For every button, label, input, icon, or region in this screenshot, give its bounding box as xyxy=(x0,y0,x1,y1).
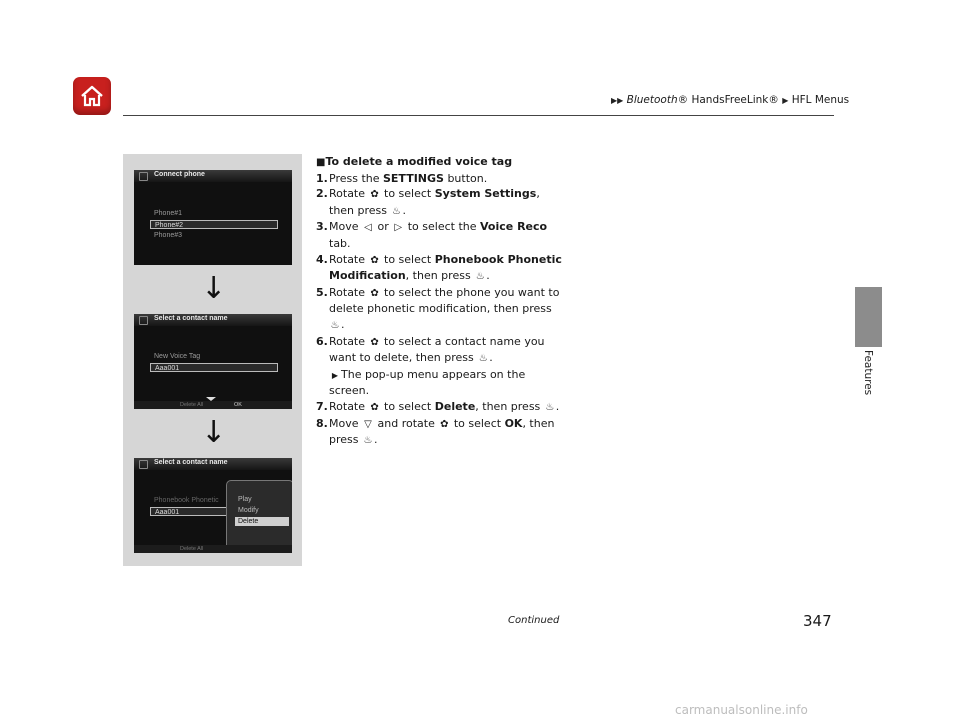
knob-press-icon: ♨ xyxy=(478,353,488,365)
page-number: 347 xyxy=(803,612,832,630)
figure-panel xyxy=(123,154,302,566)
footer-delete-all: Delete All xyxy=(180,402,204,408)
knob-down-icon: ▽ xyxy=(364,418,372,430)
selector-knob-icon: ✿ xyxy=(370,254,379,266)
step-6: 6. Rotate ✿ to select a contact name you want to delete, then press ♨ . xyxy=(316,334,566,367)
list-item: Phonebook Phonetic xyxy=(154,497,219,504)
breadcrumb-bluetooth[interactable]: Bluetooth xyxy=(626,94,678,106)
step-7: 7. Rotate ✿ to select Delete, then press ♨ . xyxy=(316,399,566,416)
section-tab[interactable] xyxy=(855,287,882,347)
step-8: 8. Move ▽ and rotate ✿ to select OK, then press ♨ . xyxy=(316,416,566,449)
list-item: Phone#3 xyxy=(154,232,183,239)
popup-item-modify: Modify xyxy=(238,507,259,514)
home-icon xyxy=(79,83,105,109)
breadcrumb-hfl-menus[interactable]: HFL Menus xyxy=(791,94,850,106)
watermark: carmanualsonline.info xyxy=(675,703,808,717)
list-item-selected: Aaa001 xyxy=(150,507,230,516)
back-icon xyxy=(139,316,148,325)
down-arrow-icon: ↓ xyxy=(201,271,227,306)
footer-ok: OK xyxy=(234,402,242,408)
selector-knob-icon: ✿ xyxy=(370,287,379,299)
screen-select-contact xyxy=(134,314,292,409)
list-item-selected: Phone#2 xyxy=(150,220,278,229)
breadcrumb-arrow-icon: ▶▶ xyxy=(611,96,624,105)
step-6-note: ▶ The pop-up menu appears on the screen. xyxy=(329,367,526,398)
popup-menu xyxy=(226,480,292,550)
popup-item-play: Play xyxy=(238,496,252,503)
knob-press-icon: ♨ xyxy=(330,319,340,331)
step-2: 2. Rotate ✿ to select System Settings, then press ♨ . xyxy=(316,186,566,219)
popup-item-delete: Delete xyxy=(235,517,289,526)
home-button[interactable] xyxy=(73,77,111,115)
step-5: 5. Rotate ✿ to select the phone you want to delete phonetic modification, then press ♨ . xyxy=(316,285,566,334)
back-icon xyxy=(139,460,148,469)
step-1: 1. Press the SETTINGS button. xyxy=(316,171,488,185)
section-tab-label: Features xyxy=(862,350,874,396)
screen-title: Connect phone xyxy=(154,171,205,178)
screen-popup-menu xyxy=(134,458,292,553)
list-item-selected: Aaa001 xyxy=(150,363,278,372)
down-arrow-icon: ↓ xyxy=(201,415,227,450)
knob-press-icon: ♨ xyxy=(475,271,485,283)
continued-label: Continued xyxy=(508,615,560,626)
knob-press-icon: ♨ xyxy=(392,205,401,217)
list-item: Phone#1 xyxy=(154,210,183,217)
back-icon xyxy=(139,172,148,181)
procedure xyxy=(316,154,566,449)
selector-knob-icon: ✿ xyxy=(370,401,379,413)
knob-press-icon: ♨ xyxy=(545,401,555,413)
screen-connect-phone xyxy=(134,170,292,265)
step-3: 3. Move ◁ or ▷ to select the Voice Reco tab. xyxy=(316,220,548,250)
knob-left-icon: ◁ xyxy=(364,222,372,234)
screen-title: Select a contact name xyxy=(154,459,228,466)
selector-knob-icon: ✿ xyxy=(370,189,379,201)
breadcrumb xyxy=(611,94,849,106)
knob-right-icon: ▷ xyxy=(394,222,403,234)
step-4: 4. Rotate ✿ to select Phonebook Phonetic Modification, then press ♨ . xyxy=(316,252,566,285)
procedure-heading: ■To delete a modified voice tag xyxy=(316,155,513,168)
screen-title: Select a contact name xyxy=(154,315,228,322)
selector-knob-icon: ✿ xyxy=(370,336,379,348)
selector-knob-icon: ✿ xyxy=(440,418,449,430)
breadcrumb-arrow-icon: ▶ xyxy=(782,96,789,105)
note-arrow-icon: ▶ xyxy=(331,370,339,380)
breadcrumb-hfl[interactable]: ® HandsFreeLink® xyxy=(677,94,779,106)
footer-delete-all: Delete All xyxy=(180,546,204,552)
list-item: New Voice Tag xyxy=(154,353,201,360)
header-rule xyxy=(123,115,834,116)
knob-press-icon: ♨ xyxy=(363,435,373,447)
